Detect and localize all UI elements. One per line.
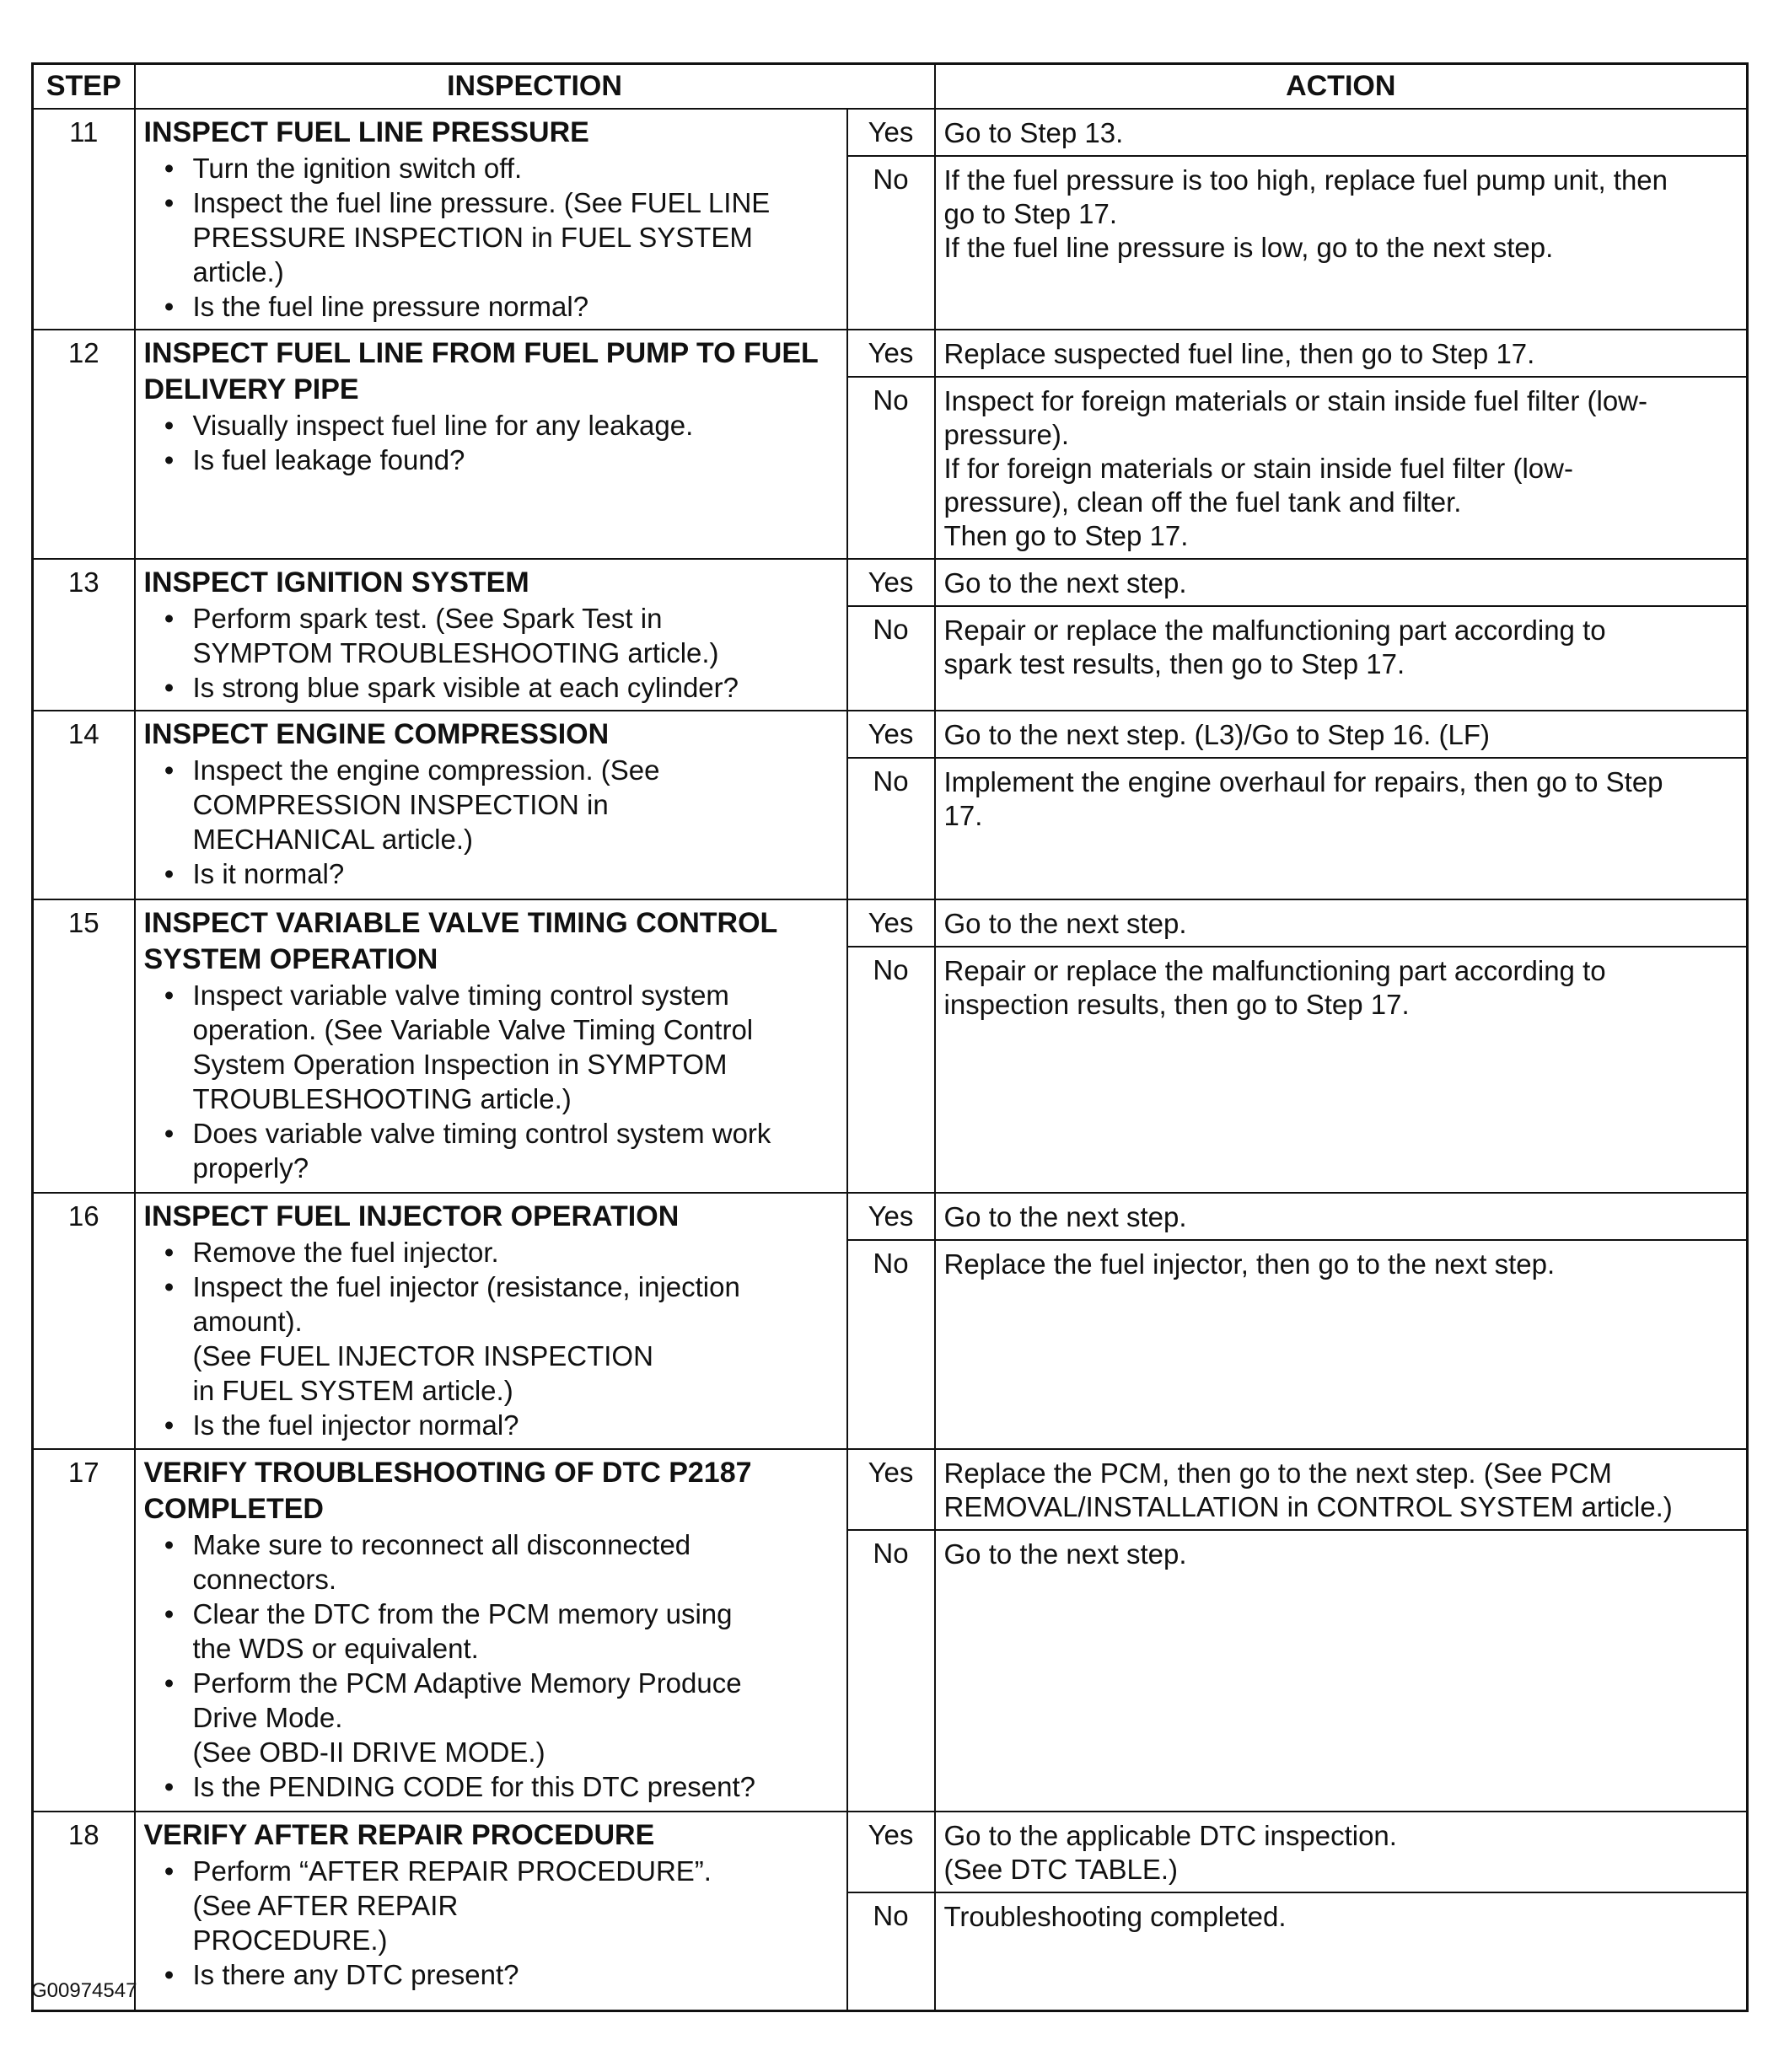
table-body (33, 109, 1748, 2010)
no-label: No (847, 1892, 935, 2010)
inspection-bullet-list (144, 408, 838, 477)
no-label: No (847, 156, 935, 330)
inspection-cell (135, 330, 847, 559)
no-action: Implement the engine overhaul for repairs, then go to Step 17. (935, 758, 1748, 899)
list-item (154, 978, 838, 1116)
inspection-bullet-list (144, 1235, 838, 1442)
bullet-icon: • (164, 603, 175, 634)
inspection-cell (135, 899, 847, 1193)
yes-label: Yes (847, 1193, 935, 1240)
inspection-title: INSPECT ENGINE COMPRESSION (143, 718, 610, 750)
bullet-icon: • (164, 980, 175, 1011)
bullet-icon: • (164, 1855, 175, 1887)
inspection-cell (135, 711, 847, 899)
inspection-cell (135, 1812, 847, 2010)
inspection-cell (135, 559, 847, 711)
yes-action: Replace suspected fuel line, then go to Step 17. (935, 330, 1748, 377)
list-item (154, 1116, 838, 1185)
yes-action: Go to the applicable DTC inspection. (See DTC TABLE.) (935, 1812, 1748, 1892)
table-row (33, 1193, 1748, 1240)
list-item (154, 1597, 838, 1666)
bullet-icon: • (164, 1271, 175, 1302)
inspection-bullet-list (144, 151, 838, 324)
bullet-icon: • (164, 187, 175, 218)
step-number: 14 (33, 711, 135, 899)
yes-label: Yes (847, 1812, 935, 1892)
bullet-icon: • (164, 1237, 175, 1268)
list-item (154, 753, 838, 856)
bullet-icon: • (164, 444, 175, 475)
yes-action: Go to the next step. (935, 899, 1748, 947)
yes-label: Yes (847, 711, 935, 758)
diagnostic-table (31, 62, 1749, 2012)
inspection-bullet-list (144, 601, 838, 705)
inspection-title: VERIFY AFTER REPAIR PROCEDURE (143, 1819, 655, 1851)
inspection-cell (135, 109, 847, 330)
yes-label: Yes (847, 330, 935, 377)
bullet-text: Inspect variable valve timing control system operation. (See Variable Valve Timing Control System Operation Inspection in SYMPTOM TROUBLESHOOTING article.) (192, 980, 754, 1114)
header-action: ACTION (935, 64, 1748, 110)
table-row (33, 330, 1748, 377)
bullet-text: Perform “AFTER REPAIR PROCEDURE”. (See AFTER REPAIR PROCEDURE.) (192, 1855, 712, 1956)
list-item (154, 856, 838, 891)
no-action: Inspect for foreign materials or stain inside fuel filter (low- pressure). If for foreign materials or stain inside fuel filter (low- pressure), clean off the fuel tank and filter. Then go to Step 17. (935, 377, 1748, 559)
bullet-icon: • (164, 1118, 175, 1149)
no-label: No (847, 1240, 935, 1449)
list-item (154, 1235, 838, 1270)
bullet-text: Remove the fuel injector. (192, 1237, 499, 1268)
bullet-text: Is fuel leakage found? (192, 444, 465, 475)
list-item (154, 670, 838, 705)
step-number: 12 (33, 330, 135, 559)
step-number: 15 (33, 899, 135, 1193)
bullet-text: Inspect the engine compression. (See COMPRESSION INSPECTION in MECHANICAL article.) (192, 754, 660, 855)
inspection-bullet-list (144, 753, 838, 891)
bullet-text: Turn the ignition switch off. (192, 153, 523, 184)
bullet-text: Inspect the fuel line pressure. (See FUEL LINE PRESSURE INSPECTION in FUEL SYSTEM article.) (192, 187, 771, 287)
no-action: Repair or replace the malfunctioning part according to spark test results, then go to Step 17. (935, 606, 1748, 711)
bullet-icon: • (164, 754, 175, 786)
no-label: No (847, 377, 935, 559)
step-number: 18 (33, 1812, 135, 2010)
inspection-cell (135, 1449, 847, 1812)
inspection-title: INSPECT VARIABLE VALVE TIMING CONTROL SYSTEM OPERATION (143, 907, 777, 975)
bullet-text: Visually inspect fuel line for any leakage. (192, 410, 694, 441)
table-row (33, 559, 1748, 606)
bullet-icon: • (164, 1598, 175, 1629)
bullet-icon: • (164, 858, 175, 889)
list-item (154, 185, 838, 289)
bullet-text: Is the fuel injector normal? (192, 1409, 519, 1441)
list-item (154, 601, 838, 670)
list-item (154, 1666, 838, 1769)
bullet-icon: • (164, 410, 175, 441)
bullet-icon: • (164, 1667, 175, 1699)
yes-action: Go to Step 13. (935, 109, 1748, 156)
list-item (154, 289, 838, 324)
inspection-title: VERIFY TROUBLESHOOTING OF DTC P2187 COMPLETED (143, 1457, 752, 1525)
no-action: Go to the next step. (935, 1530, 1748, 1812)
bullet-text: Clear the DTC from the PCM memory using the WDS or equivalent. (192, 1598, 733, 1664)
list-item (154, 408, 838, 443)
table-row (33, 899, 1748, 947)
inspection-title: INSPECT FUEL INJECTOR OPERATION (143, 1200, 680, 1232)
yes-label: Yes (847, 559, 935, 606)
step-number: 13 (33, 559, 135, 711)
bullet-text: Does variable valve timing control system work properly? (192, 1118, 771, 1184)
bullet-icon: • (164, 1771, 175, 1802)
no-action: If the fuel pressure is too high, replace fuel pump unit, then go to Step 17. If the fuel line pressure is low, go to the next step. (935, 156, 1748, 330)
bullet-text: Is there any DTC present? (192, 1959, 519, 1990)
figure-id: G00974547 (31, 1979, 137, 2002)
inspection-title: INSPECT IGNITION SYSTEM (143, 566, 529, 599)
table-header-row (33, 64, 1748, 110)
list-item (154, 1270, 838, 1408)
list-item (154, 1527, 838, 1597)
header-step: STEP (33, 64, 135, 110)
yes-label: Yes (847, 1449, 935, 1530)
no-action: Troubleshooting completed. (935, 1892, 1748, 2010)
no-action: Replace the fuel injector, then go to the next step. (935, 1240, 1748, 1449)
list-item (154, 1854, 838, 1957)
bullet-icon: • (164, 1409, 175, 1441)
inspection-bullet-list (144, 1854, 838, 1992)
bullet-text: Is the fuel line pressure normal? (192, 291, 589, 322)
no-label: No (847, 758, 935, 899)
yes-action: Go to the next step. (935, 1193, 1748, 1240)
table-row (33, 711, 1748, 758)
yes-action: Go to the next step. (L3)/Go to Step 16. (LF) (935, 711, 1748, 758)
table-row (33, 109, 1748, 156)
inspection-title: INSPECT FUEL LINE FROM FUEL PUMP TO FUEL DELIVERY PIPE (143, 337, 819, 405)
header-inspection: INSPECTION (135, 64, 935, 110)
step-number: 16 (33, 1193, 135, 1449)
list-item (154, 1957, 838, 1992)
bullet-icon: • (164, 1959, 175, 1990)
bullet-text: Is strong blue spark visible at each cylinder? (192, 672, 739, 703)
no-label: No (847, 606, 935, 711)
no-label: No (847, 1530, 935, 1812)
bullet-icon: • (164, 1529, 175, 1560)
list-item (154, 1408, 838, 1442)
bullet-text: Is it normal? (192, 858, 345, 889)
list-item (154, 443, 838, 477)
inspection-cell (135, 1193, 847, 1449)
bullet-icon: • (164, 291, 175, 322)
list-item (154, 151, 838, 185)
no-action: Repair or replace the malfunctioning part according to inspection results, then go to Step 17. (935, 947, 1748, 1193)
bullet-text: Perform the PCM Adaptive Memory Produce Drive Mode. (See OBD-II DRIVE MODE.) (192, 1667, 742, 1768)
inspection-bullet-list (144, 978, 838, 1185)
yes-label: Yes (847, 899, 935, 947)
no-label: No (847, 947, 935, 1193)
bullet-text: Inspect the fuel injector (resistance, injection amount). (See FUEL INJECTOR INSPECTION in FUEL SYSTEM article.) (192, 1271, 740, 1406)
bullet-text: Make sure to reconnect all disconnected connectors. (192, 1529, 691, 1595)
yes-label: Yes (847, 109, 935, 156)
bullet-icon: • (164, 153, 175, 184)
yes-action: Go to the next step. (935, 559, 1748, 606)
table-row (33, 1449, 1748, 1530)
bullet-text: Is the PENDING CODE for this DTC present? (192, 1771, 756, 1802)
inspection-title: INSPECT FUEL LINE PRESSURE (143, 116, 589, 148)
inspection-bullet-list (144, 1527, 838, 1804)
yes-action: Replace the PCM, then go to the next step. (See PCM REMOVAL/INSTALLATION in CONTROL SYSTEM article.) (935, 1449, 1748, 1530)
table-row (33, 1812, 1748, 1892)
step-number: 17 (33, 1449, 135, 1812)
bullet-text: Perform spark test. (See Spark Test in SYMPTOM TROUBLESHOOTING article.) (192, 603, 719, 668)
list-item (154, 1769, 838, 1804)
step-number: 11 (33, 109, 135, 330)
bullet-icon: • (164, 672, 175, 703)
